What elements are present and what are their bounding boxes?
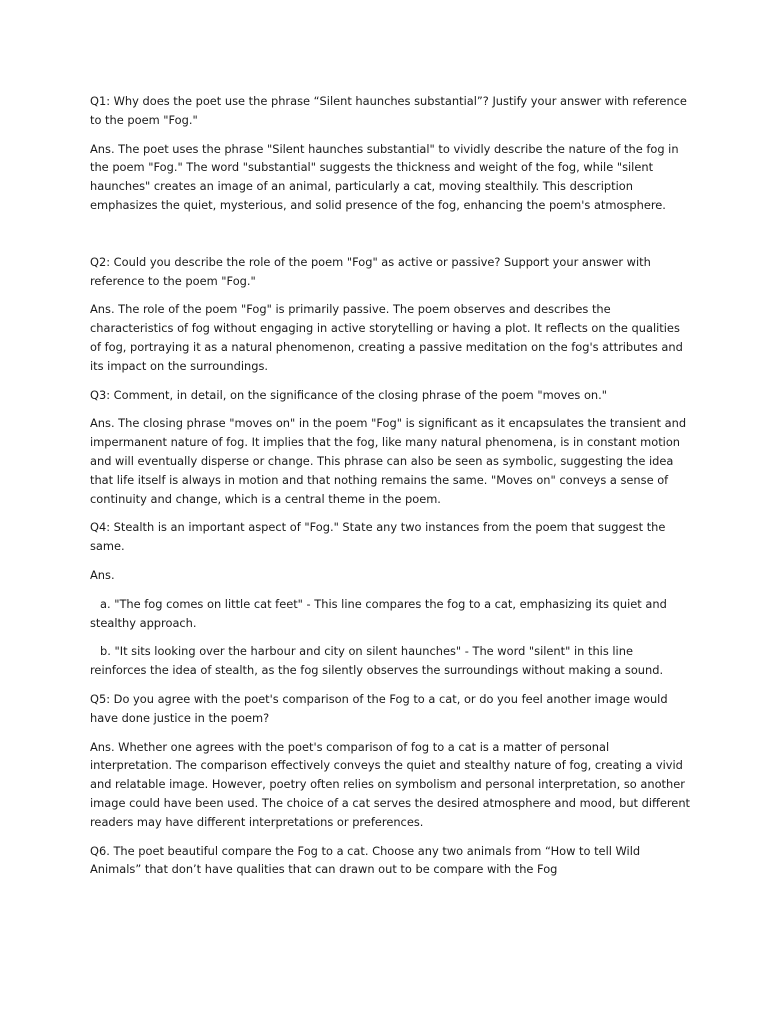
question-3: Q3: Comment, in detail, on the significance of the closing phrase of the poem "moves on." bbox=[90, 387, 607, 402]
answer-5: Ans. Whether one agrees with the poet's comparison of fog to a cat is a matter of personal interpretation. The comparison effectively conveys the quiet and stealthy nature of fog, creating a vivid and relatable image. However, poetry often relies on symbolism and personal interpretation, so another image could have been used. The choice of a cat serves the desired atmosphere and mood, but different readers may have different interpretations or preferences. bbox=[90, 739, 691, 829]
question-6: Q6. The poet beautiful compare the Fog to a cat. Choose any two animals from “How to tell Wild Animals” that don’t have qualities that can drawn out to be compare with the Fog bbox=[90, 843, 641, 877]
answer-1: Ans. The poet uses the phrase "Silent haunches substantial" to vividly describe the nature of the fog in the poem "Fog." The word "substantial" suggests the thickness and weight of the fog, while "silent haunches" creates an image of an animal, particularly a cat, moving stealthily. This description emphasizes the quiet, mysterious, and solid presence of the fog, enhancing the poem's atmosphere. bbox=[90, 141, 679, 212]
question-4: Q4: Stealth is an important aspect of "Fog." State any two instances from the poem that suggest the same. bbox=[90, 520, 666, 554]
question-1: Q1: Why does the poet use the phrase “Silent haunches substantial”? Justify your answer with reference to the poem "Fog." bbox=[90, 94, 687, 127]
question-2: Q2: Could you describe the role of the poem "Fog" as active or passive? Support your answer with reference to the poem "Fog." bbox=[90, 254, 651, 288]
answer-4-item-b: b. "It sits looking over the harbour and city on silent haunches" - The word "silent" in this line reinforces the idea of stealth, as the fog silently observes the surroundings without making a sound. bbox=[90, 644, 664, 678]
question-5: Q5: Do you agree with the poet's comparison of the Fog to a cat, or do you feel another image would have done justice in the poem? bbox=[90, 691, 668, 725]
answer-2: Ans. The role of the poem "Fog" is primarily passive. The poem observes and describes the characteristics of fog without engaging in active storytelling or having a plot. It reflects on the qualities of fog, portraying it as a natural phenomenon, creating a passive meditation on the fog's attributes and its impact on the surroundings. bbox=[90, 302, 683, 373]
answer-3: Ans. The closing phrase "moves on" in the poem "Fog" is significant as it encapsulates the transient and impermanent nature of fog. It implies that the fog, like many natural phenomena, is in constant motion and will eventually disperse or change. This phrase can also be seen as symbolic, suggesting the idea that life itself is always in motion and that nothing remains the same. "Moves on" conveys a sense of continuity and change, which is a central theme in the poem. bbox=[90, 416, 687, 506]
document-body bbox=[90, 92, 690, 889]
answer-4-label: Ans. bbox=[90, 567, 115, 582]
answer-4-item-a: a. "The fog comes on little cat feet" - This line compares the fog to a cat, emphasizing its quiet and stealthy approach. bbox=[90, 596, 667, 630]
